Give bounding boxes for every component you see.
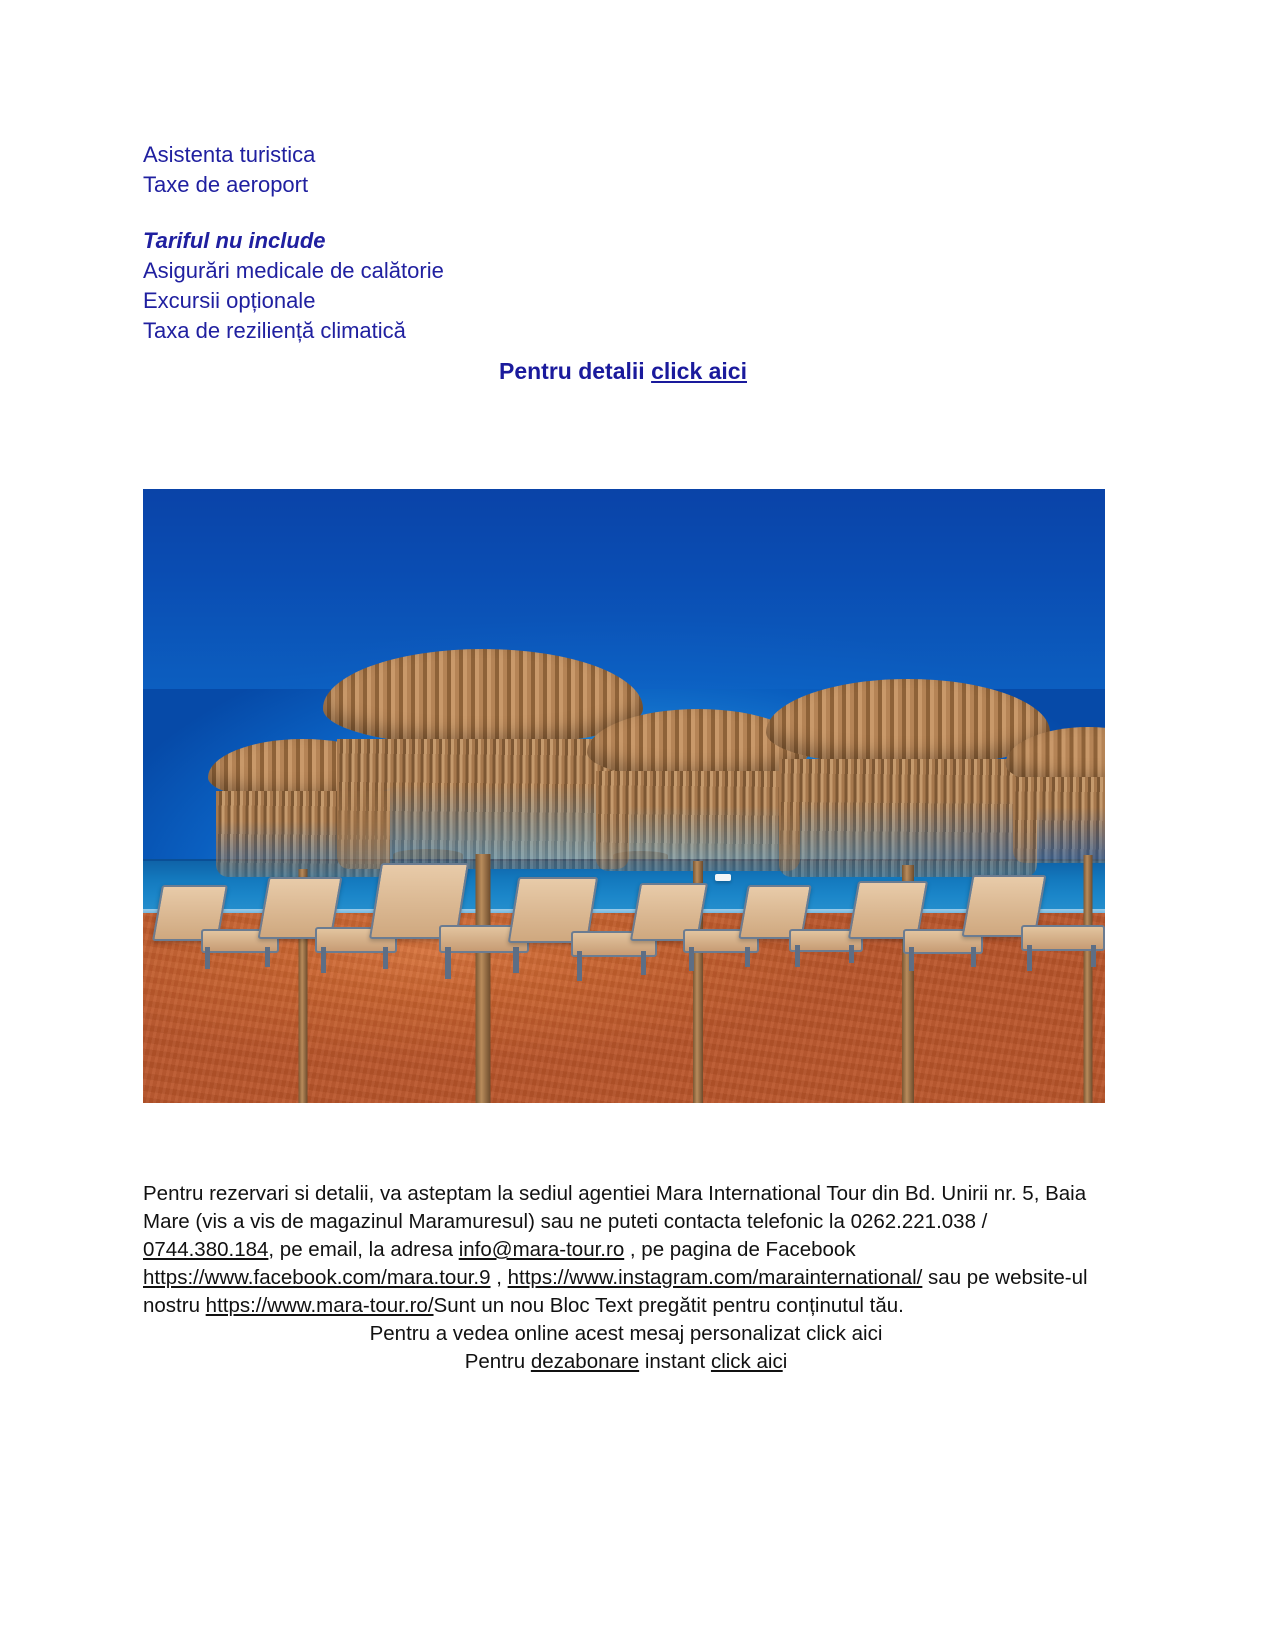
- unsubscribe-line: [143, 1348, 1109, 1376]
- text-line-asigurari-medicale: Asigurări medicale de calătorie: [143, 258, 444, 283]
- text-line-taxe-aeroport: Taxe de aeroport: [143, 172, 309, 197]
- lounger: [967, 875, 1103, 967]
- lounger: [743, 885, 861, 965]
- beach-photo-canvas: [143, 489, 1105, 1103]
- footer-text-5: sau pe website-ul nostru: [143, 1266, 1088, 1317]
- email-link[interactable]: info@mara-tour.ro: [458, 1238, 625, 1261]
- unsubscribe-post: i: [782, 1350, 788, 1373]
- facebook-link[interactable]: https://www.facebook.com/mara.tour.9: [143, 1266, 491, 1289]
- footer-contact-block: [143, 1180, 1109, 1376]
- package-inclusions-block: [143, 140, 1103, 346]
- text-line-excursii-optionale: Excursii opționale: [143, 288, 316, 313]
- beach-photo: [143, 489, 1105, 1103]
- lounger: [635, 883, 755, 967]
- lounger: [853, 881, 981, 969]
- details-label: Pentru detalii: [498, 358, 652, 384]
- footer-text-3: , pe pagina de Facebook: [624, 1238, 856, 1261]
- footer-text-1: Pentru rezervari si detalii, va asteptam la sediul agentiei Mara International Tour din Bd. Unirii nr. 5, Baia Mare (vis a vis de magazinul Maramuresul) sau ne puteti contacta telefonic la 0262.221.038 /: [143, 1182, 1087, 1233]
- footer-text-2: , pe email, la adresa: [268, 1238, 459, 1261]
- unsubscribe-link[interactable]: dezabonare: [530, 1350, 640, 1373]
- footer-text-6: Sunt un nou Bloc Text pregătit pentru conținutul tău.: [433, 1294, 904, 1317]
- heading-tariful-nu-include: Tariful nu include: [143, 228, 326, 253]
- unsubscribe-mid: instant: [639, 1350, 711, 1373]
- view-online-line: Pentru a vedea online acest mesaj personalizat click aici: [369, 1322, 883, 1345]
- phone-link[interactable]: 0744.380.184: [143, 1238, 269, 1261]
- website-link[interactable]: https://www.mara-tour.ro/: [205, 1294, 434, 1317]
- text-line-taxa-rezilienta: Taxa de reziliență climatică: [143, 318, 406, 343]
- lounger: [153, 885, 273, 967]
- unsubscribe-click-link[interactable]: click aic: [710, 1350, 783, 1373]
- instagram-link[interactable]: https://www.instagram.com/marainternational/: [507, 1266, 923, 1289]
- unsubscribe-pre: Pentru: [464, 1350, 531, 1373]
- details-link[interactable]: click aici: [651, 358, 747, 384]
- spacer: [143, 200, 1103, 226]
- details-cta: [143, 358, 1103, 385]
- lounger: [375, 863, 525, 971]
- footer-text-4: ,: [490, 1266, 508, 1289]
- footer-paragraph: [143, 1180, 1109, 1320]
- text-line-asistenta: Asistenta turistica: [143, 142, 316, 167]
